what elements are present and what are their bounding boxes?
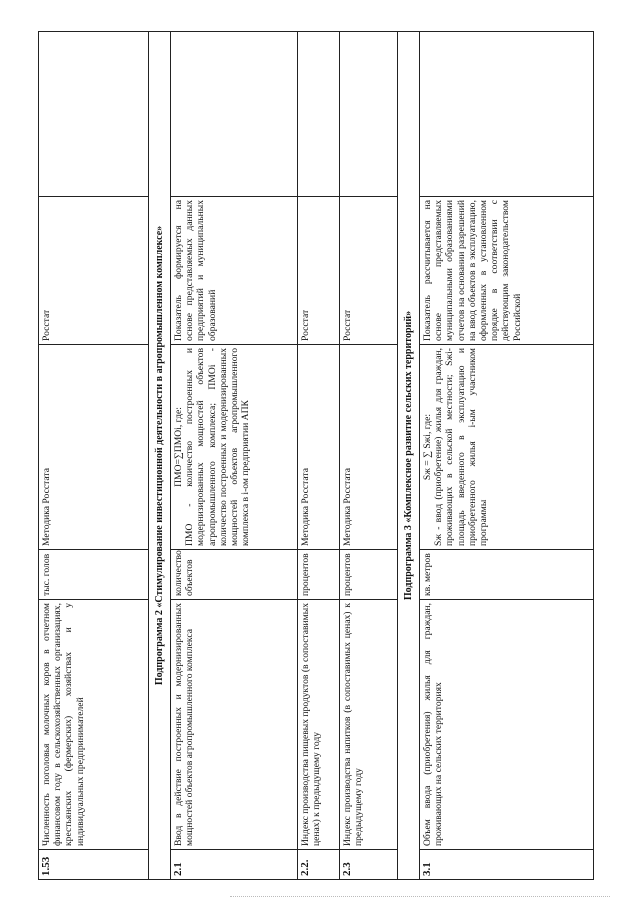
- empty-cell: [340, 32, 398, 197]
- source-cell: Росстат: [39, 197, 149, 345]
- section-row: [398, 32, 420, 880]
- method-cell: Методика Росстата: [340, 345, 398, 550]
- indicators-table: [38, 31, 594, 880]
- row-number: 2.3: [340, 850, 398, 880]
- table-row: [420, 32, 594, 880]
- source-cell: Показатель формируется на основе представляемых данных предприятий и муниципальных образований: [171, 197, 298, 345]
- row-number: 1.53: [39, 850, 149, 880]
- footer-divider: [230, 896, 610, 903]
- table-row: [298, 32, 340, 880]
- row-number: 3.1: [420, 850, 594, 880]
- subprogram-2-heading: Подпрограмма 2 «Стимулирование инвестиционной деятельности в агропромышленном комплексе»: [149, 32, 171, 880]
- table-row: [39, 32, 149, 880]
- source-cell: Показатель рассчитывается на основе представляемых муниципальными образованиями отчетов на основании разрешений на ввод объектов в эксплуатацию, оформленных в установленном порядке в соответствии с действующим законодательством Российской: [420, 197, 594, 345]
- indicator-name: Численность поголовья молочных коров в отчетном финансовом году в сельскохозяйственных организациях, крестьянских (фермерских) хозяйствах и у индивидуальных предпринимателей: [39, 600, 149, 850]
- indicator-name: Индекс производства пищевых продуктов (в сопоставимых ценах) к предыдущему году: [298, 600, 340, 850]
- unit-cell: количество объектов: [171, 550, 298, 600]
- empty-cell: [171, 32, 298, 197]
- formula: ПМО=∑ПМОi, где:: [173, 407, 184, 487]
- indicator-name: Индекс производства напитков (в сопоставимых ценах) к предыдущему году: [340, 600, 398, 850]
- indicator-name: Объем ввода (приобретения) жилья для граждан, проживающих на сельских территориях: [420, 600, 594, 850]
- row-number: 2.1: [171, 850, 298, 880]
- unit-cell: кв. метров: [420, 550, 594, 600]
- table-row: [340, 32, 398, 880]
- method-cell: [420, 345, 594, 550]
- indicator-name: Ввод в действие построенных и модернизированных мощностей объектов агропромышленного комплекса: [171, 600, 298, 850]
- empty-cell: [420, 32, 594, 197]
- subprogram-3-heading: Подпрограмма 3 «Комплексное развитие сельских территорий»: [398, 32, 420, 880]
- rotated-table-container: [38, 32, 593, 880]
- section-row: [149, 32, 171, 880]
- empty-cell: [298, 32, 340, 197]
- row-number: 2.2.: [298, 850, 340, 880]
- table-row: [171, 32, 298, 880]
- source-cell: Росстат: [340, 197, 398, 345]
- formula-description: Sж - ввод (приобретение) жилья для граждан, проживающих в сельской местности; Sжi- площадь введенного в эксплуатацию и приобретенного жилья i-ым участником программы: [433, 348, 490, 546]
- unit-cell: процентов: [340, 550, 398, 600]
- source-cell: Росстат: [298, 197, 340, 345]
- formula: Sж = ∑ Sжi, где:: [422, 413, 433, 481]
- unit-cell: процентов: [298, 550, 340, 600]
- method-cell: Методика Росстата: [298, 345, 340, 550]
- formula-description: ПМО - количество построенных и модернизированных мощностей объектов агропромышленного комплекса; ПМОi - количество построенных и модернизированных мощностей объектов агропромышленного комплекса в i-ом предприятии АПК: [184, 348, 252, 546]
- method-cell: [171, 345, 298, 550]
- method-cell: Методика Росстата: [39, 345, 149, 550]
- unit-cell: тыс. голов: [39, 550, 149, 600]
- empty-cell: [39, 32, 149, 197]
